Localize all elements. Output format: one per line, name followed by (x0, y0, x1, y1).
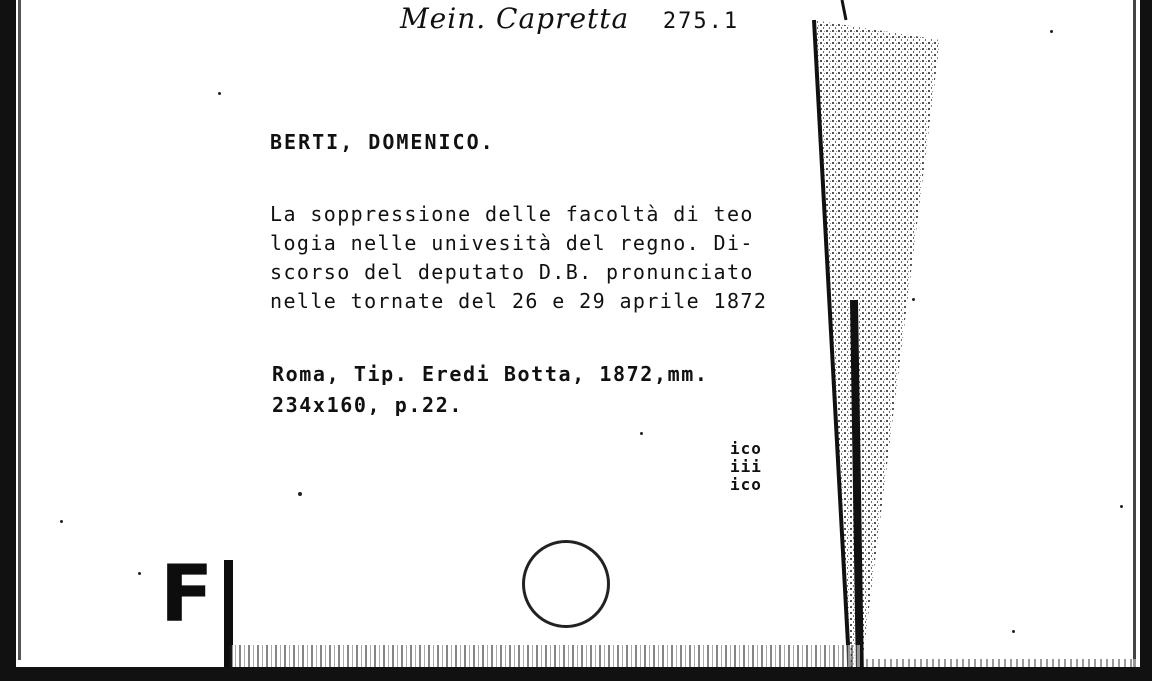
title-block (270, 200, 842, 316)
scan-speck (640, 432, 643, 435)
scan-speck (1120, 505, 1123, 508)
punch-hole (522, 540, 610, 628)
title-line: logia nelle univesità del regno. Di- (270, 231, 754, 255)
card-right-edge (1140, 0, 1152, 681)
author-heading: BERTI, DOMENICO. (270, 130, 495, 154)
imprint-block (272, 359, 709, 421)
scan-speck (1050, 30, 1053, 33)
stamp-line: ico (730, 439, 762, 458)
torn-wedge (790, 0, 960, 681)
stamp-marks (730, 440, 762, 494)
handwritten-note: Mein. Capretta (400, 2, 630, 35)
imprint-line: 234x160, p.22. (272, 393, 463, 417)
scan-speck (60, 520, 63, 523)
scan-speck (218, 92, 221, 95)
title-line: nelle tornate del 26 e 29 aprile 1872 (270, 289, 768, 313)
card-header (400, 2, 739, 42)
stamp-line: ico (730, 475, 762, 494)
call-number: 275.1 (662, 9, 740, 34)
scan-speck (912, 298, 915, 301)
scan-speck (1012, 630, 1015, 633)
card-right-edge-line (1133, 0, 1136, 681)
stamp-line: iii (730, 457, 762, 476)
section-letter: F (160, 550, 214, 640)
bottom-scan-noise-right (866, 659, 1136, 667)
card-bottom-edge (0, 667, 1152, 681)
imprint-line: Roma, Tip. Eredi Botta, 1872,mm. (272, 362, 709, 386)
card-left-edge-line (18, 0, 21, 660)
card-left-edge (0, 0, 16, 681)
title-line: La soppressione delle facoltà di teo (270, 202, 754, 226)
bottom-scan-noise (230, 645, 860, 667)
title-line: scorso del deputato D.B. pronunciato (270, 260, 754, 284)
scan-speck (298, 492, 302, 496)
scan-speck (138, 572, 141, 575)
